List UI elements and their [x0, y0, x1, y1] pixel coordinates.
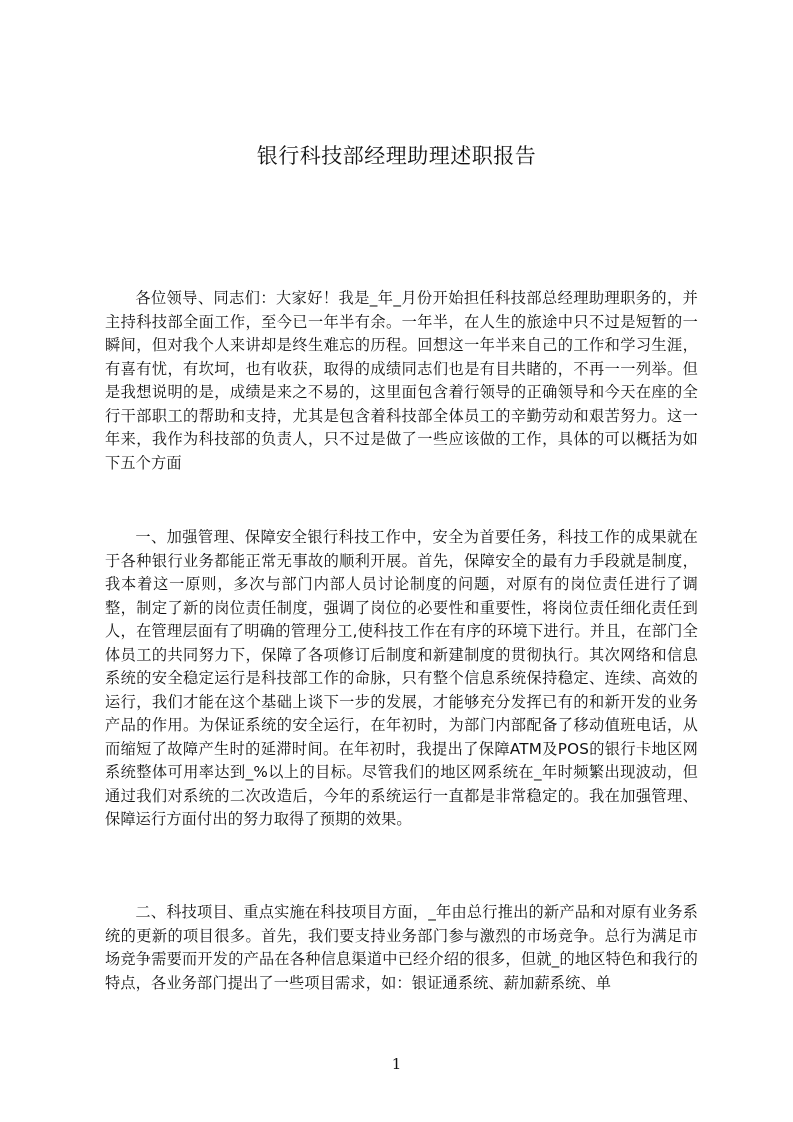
page-number: 1: [391, 1055, 402, 1073]
document-title: 银行科技部经理助理述职报告: [256, 144, 537, 168]
paragraph-management-security: 一、加强管理、保障安全银行科技工作中，安全为首要任务，科技工作的成果就在于各种银行业务都能正常无事故的顺利开展。首先，保障安全的最有力手段就是制度，我本着这一原则，多次与部门内部人员讨论制度的问题，对原有的岗位责任进行了调整，制定了新的岗位责任制度，强调了岗位的必要性和重要性，将岗位责任细化责任到人，在管理层面有了明确的管理分工,使科技工作在有序的环境下进行。并且，在部门全体员工的共同努力下，保障了各项修订后制度和新建制度的贯彻执行。其次网络和信息系统的安全稳定运行是科技部工作的命脉，只有整个信息系统保持稳定、连续、高效的运行，我们才能在这个基础上谈下一步的发展，才能够充分发挥已有的和新开发的业务产品的作用。为保证系统的安全运行，在年初时，为部门内部配备了移动值班电话，从而缩短了故障产生时的延滞时间。在年初时，我提出了保障ATM及POS的银行卡地区网系统整体可用率达到_%以上的目标。尽管我们的地区网系统在_年时频繁出现波动，但通过我们对系统的二次改造后，今年的系统运行一直都是非常稳定的。我在加强管理、保障运行方面付出的努力取得了预期的效果。: [105, 528, 698, 828]
paragraph-tech-projects: 二、科技项目、重点实施在科技项目方面，_年由总行推出的新产品和对原有业务系统的更新的项目很多。首先，我们要支持业务部门参与激烈的市场竞争。总行为满足市场竞争需要而开发的产品在各种信息渠道中已经介绍的很多，但就_的地区特色和我行的特点，各业务部门提出了一些项目需求，如：银证通系统、薪加薪系统、单: [105, 903, 698, 992]
paragraph-introduction: 各位领导、同志们：大家好！我是_年_月份开始担任科技部总经理助理职务的，并主持科技部全面工作，至今已一年半有余。一年半，在人生的旅途中只不过是短暂的一瞬间，但对我个人来讲却是终生难忘的历程。回想这一年半来自己的工作和学习生涯，有喜有忧，有坎坷，也有收获，取得的成绩同志们也是有目共睹的，不再一一列举。但是我想说明的是，成绩是来之不易的，这里面包含着行领导的正确领导和今天在座的全行干部职工的帮助和支持，尤其是包含着科技部全体员工的辛勤劳动和艰苦努力。这一年来，我作为科技部的负责人，只不过是做了一些应该做的工作，具体的可以概括为如下五个方面: [105, 289, 698, 472]
